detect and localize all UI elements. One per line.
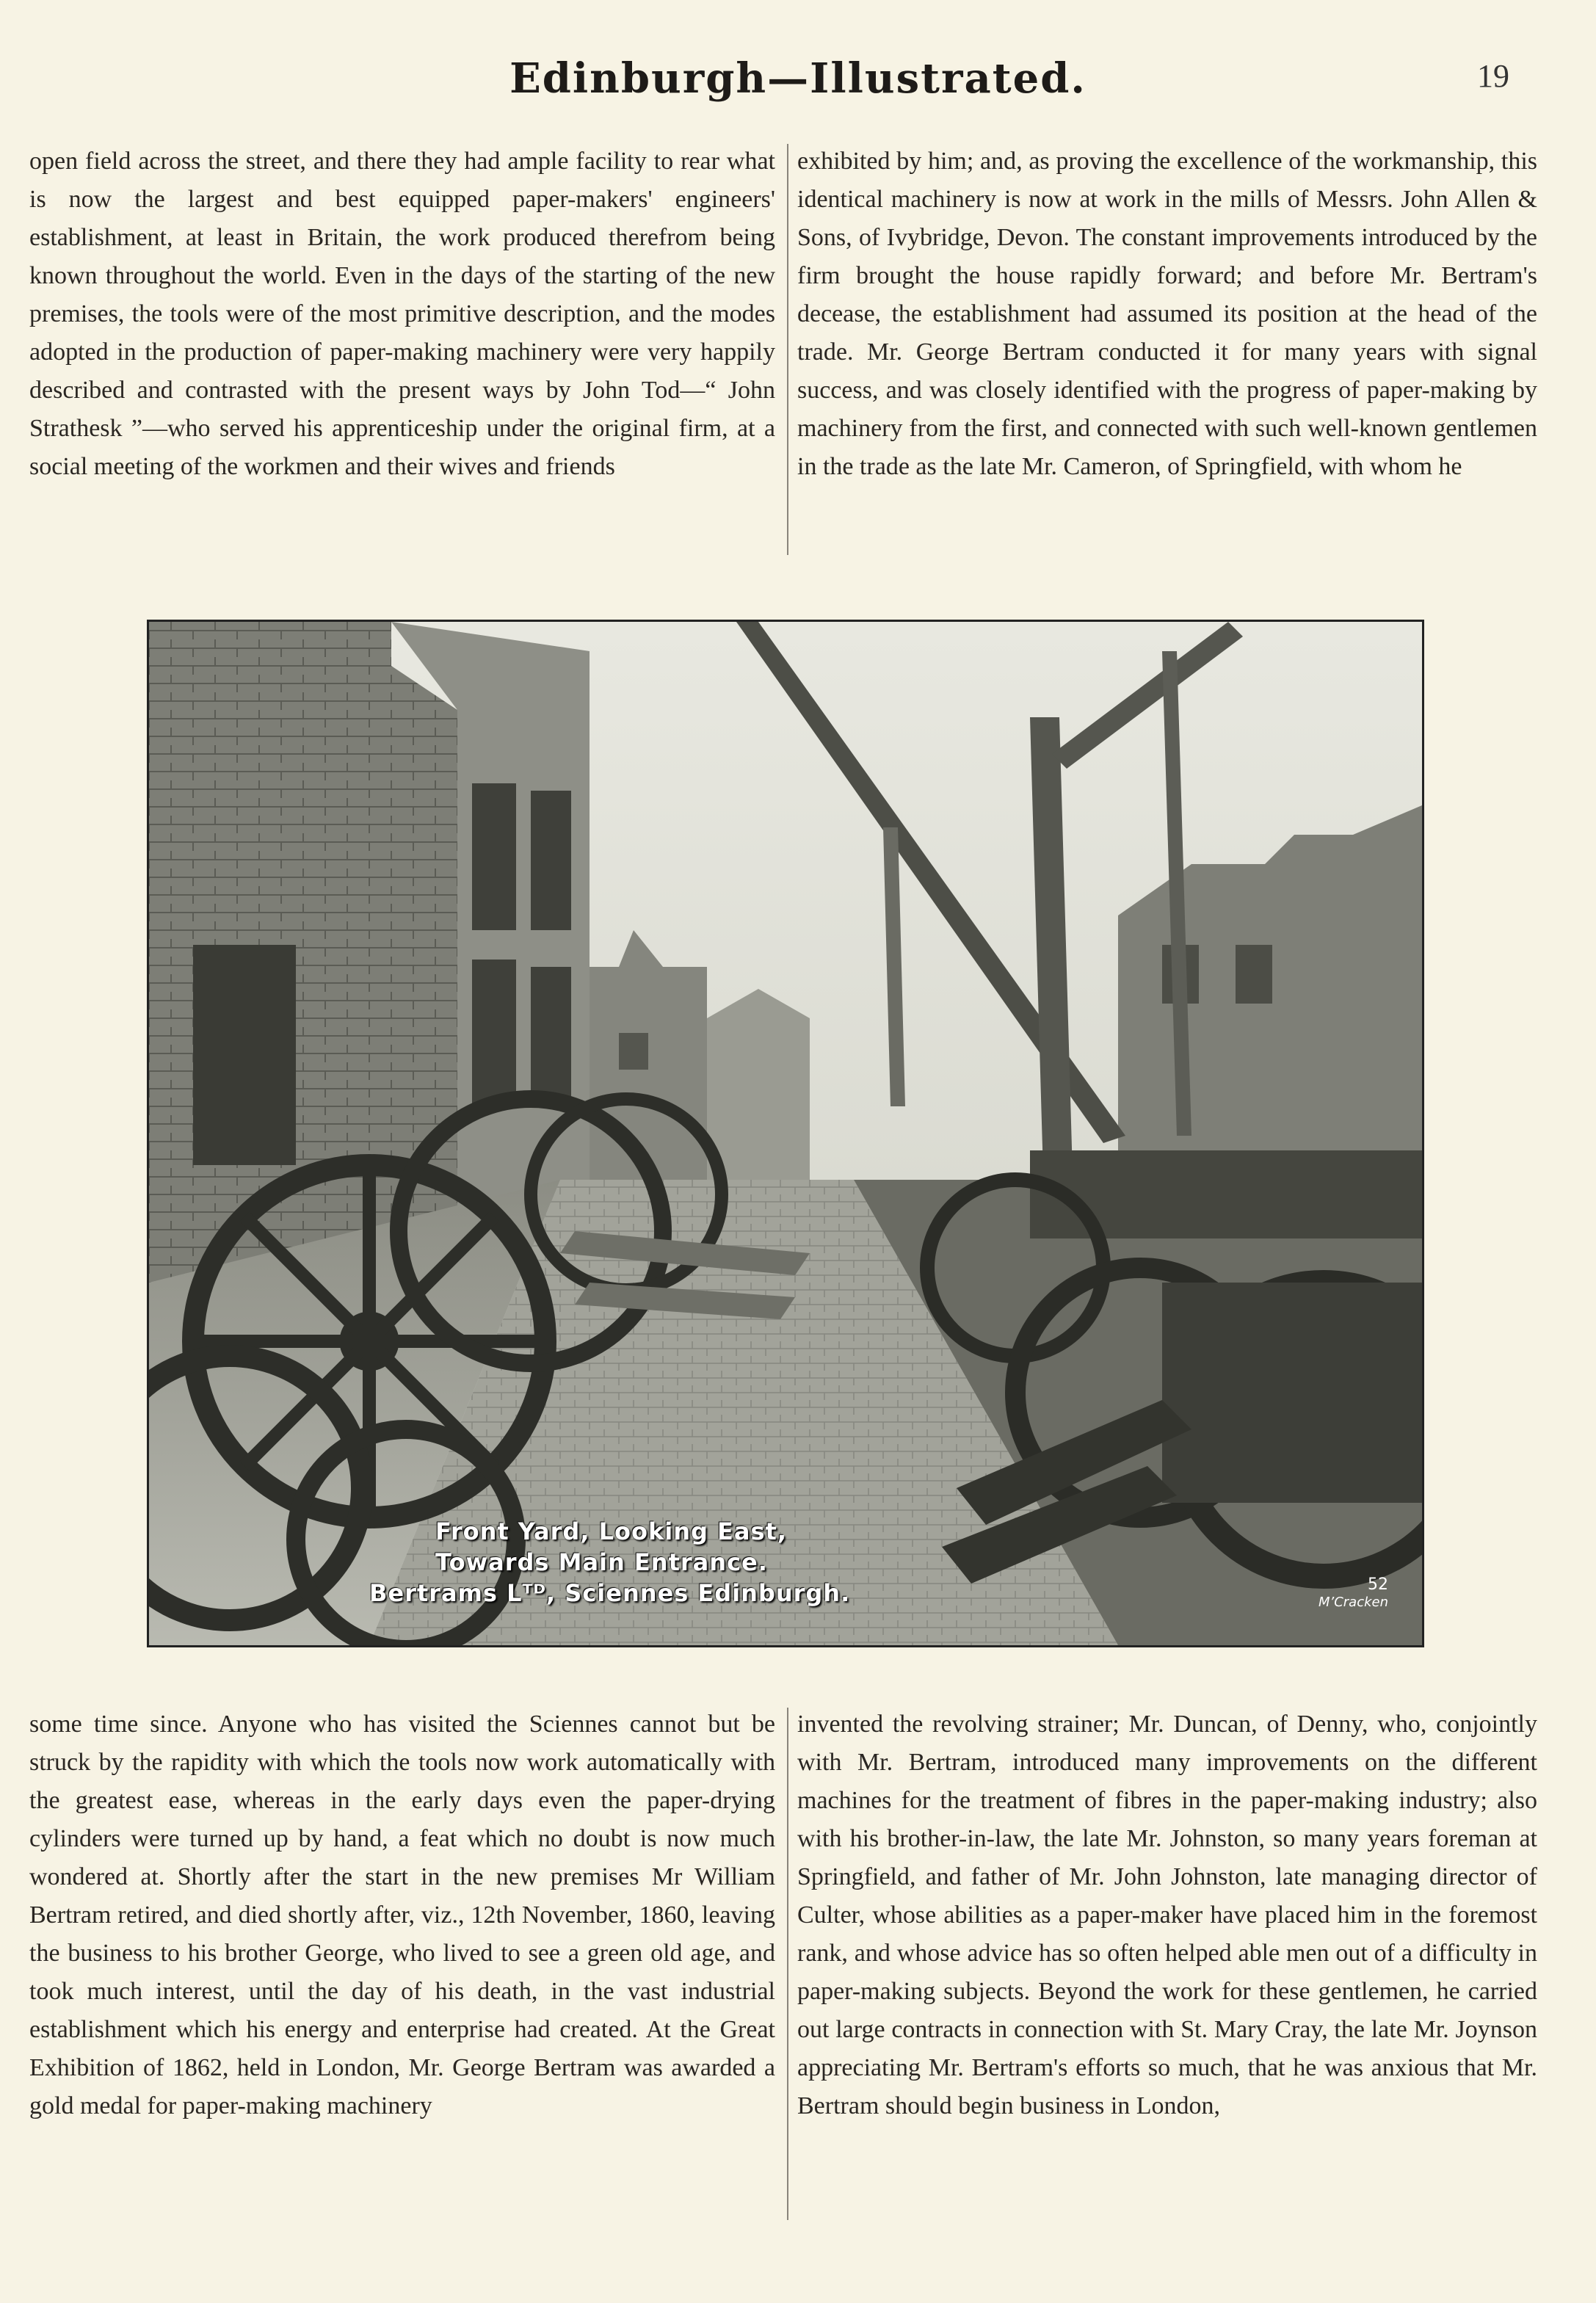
text-column-top-left xyxy=(29,142,775,554)
column-divider xyxy=(787,144,788,555)
running-title: Edinburgh—Illustrated. xyxy=(509,54,1087,103)
column-divider xyxy=(787,1708,788,2220)
page-header xyxy=(0,44,1596,117)
caption-line: Bertrams Lᵀᴰ, Sciennes Edinburgh. xyxy=(369,1579,851,1607)
plate-number-value: 52 xyxy=(1368,1575,1388,1594)
paragraph: invented the revolving strainer; Mr. Duncan, of Denny, who, conjointly with Mr. Bertram, introduced many improvements on the different machines for the treatment of fibres in the paper-making industry; also with his brother-in-law, the late Mr. Johnston, so many years foreman at Springfield, and father of Mr. John Johnston, late managing director of Culter, whose abilities as a paper-maker have placed him in the foremost rank, and whose advice has so often helped able men out of a difficulty in paper-making subjects. Beyond the work for these gentlemen, he carried out large contracts in connection with St. Mary Cray, the late Mr. Joynson appreciating Mr. Bertram's efforts so much, that he was anxious that Mr. Bertram should begin business in London, xyxy=(797,1711,1537,2119)
front-yard-photograph xyxy=(149,622,1422,1645)
paragraph: exhibited by him; and, as proving the excellence of the workmanship, this identical machinery is now at work in the mills of Messrs. John Allen & Sons, of Ivybridge, Devon. The constant improvements introduced by the firm brought the house rapidly forward; and before Mr. Bertram's decease, the establishment had assumed its position at the head of the trade. Mr. George Bertram conducted it for many years with signal success, and was closely identified with the progress of paper-making by machinery from the first, and connected with such well-known gentlemen in the trade as the late Mr. Cameron, of Springfield, with whom he xyxy=(797,148,1537,480)
photo-caption xyxy=(369,1516,851,1609)
caption-line: Towards Main Entrance. xyxy=(435,1548,768,1576)
paragraph: open field across the street, and there they had ample facility to rear what is now the largest and best equipped paper-makers' engineers' establishment, at least in Britain, the work produced therefrom being known throughout the world. Even in the days of the starting of the new premises, the tools were of the most primitive description, and the modes adopted in the production of paper-making machinery were very happily described and contrasted with the present ways by John Tod—“ John Strathesk ”—who served his apprenticeship under the original firm, at a social meeting of the workmen and their wives and friends xyxy=(29,148,775,480)
page-number: 19 xyxy=(1477,58,1509,94)
text-column-bottom-left xyxy=(29,1705,775,2219)
plate-number xyxy=(1318,1576,1388,1611)
text-column-bottom-right xyxy=(797,1705,1537,2219)
text-column-top-right xyxy=(797,142,1537,554)
photograph-plate xyxy=(147,620,1424,1647)
caption-line: Front Yard, Looking East, xyxy=(435,1517,787,1545)
engraver-signature: M’Cracken xyxy=(1318,1595,1388,1610)
paragraph: some time since. Anyone who has visited the Sciennes cannot but be struck by the rapidity with which the tools now work automatically with the greatest ease, whereas in the early days even the paper-drying cylinders were turned up by hand, a feat which no doubt is now much wondered at. Shortly after the start in the new premises Mr William Bertram retired, and died shortly after, viz., 12th November, 1860, leaving the business to his brother George, who lived to see a green old age, and took much interest, until the day of his death, in the vast industrial establishment which his energy and enterprise had created. At the Great Exhibition of 1862, held in London, Mr. George Bertram was awarded a gold medal for paper-making machinery xyxy=(29,1711,775,2119)
